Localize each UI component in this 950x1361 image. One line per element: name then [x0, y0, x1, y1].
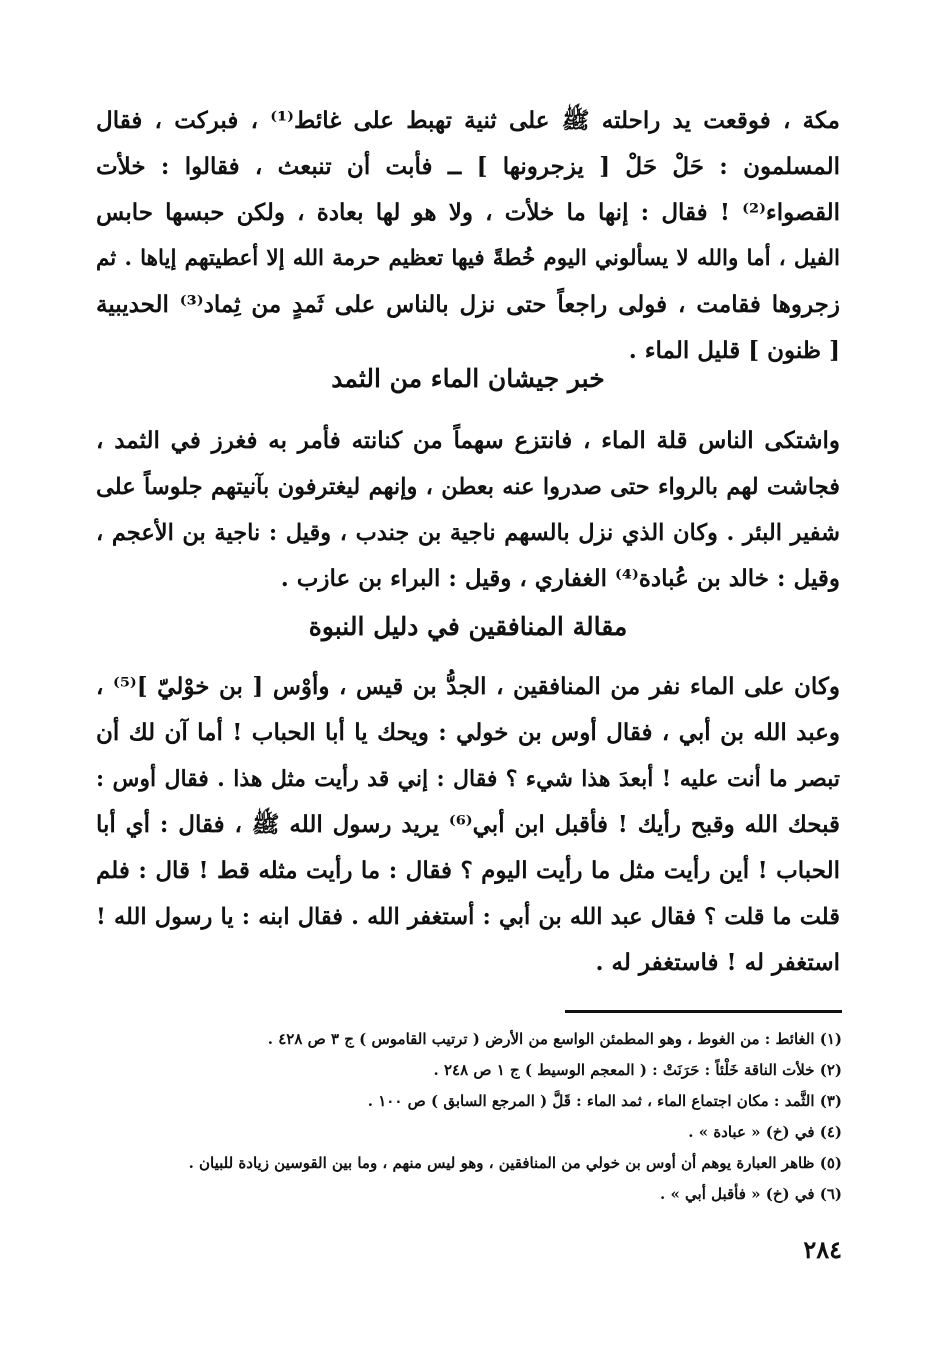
- text-line: وقيل : خالد بن عُبادة⁽⁴⁾ الغفاري ، وقيل : البراء بن عازب .: [280, 565, 840, 592]
- text-line: قلت ما قلت ؟ فقال عبد الله بن أبي : أستغفر الله . فقال ابنه : يا رسول الله !: [96, 904, 840, 930]
- text-line: فجاشت لهم بالرواء حتى صدروا عنه بعطن ، وإنهم ليغترفون بآنيتهم جلوساً على: [96, 474, 840, 500]
- text-line: استغفر له ! فاستغفر له .: [595, 949, 840, 976]
- section-heading-water: خبر جيشان الماء من الثمد: [331, 364, 605, 393]
- text-line: شفير البئر . وكان الذي نزل بالسهم ناجية بن جندب ، وقيل : ناجية بن الأعجم ،: [96, 520, 840, 546]
- text-line: مكة ، فوقعت يد راحلته ﷺ على ثنية تهبط على غائط⁽¹⁾ ، فبركت ، فقال: [96, 107, 840, 134]
- footnotes: [170, 1024, 842, 1210]
- footnote: (٤) في (خ) « عبادة » .: [688, 1123, 842, 1141]
- paragraph-hypocrites: [96, 664, 840, 986]
- text-line: واشتكى الناس قلة الماء ، فانتزع سهماً من كنانته فأمر به فغرز في الثمد ،: [96, 427, 840, 454]
- text-line: تبصر ما أنت عليه ! أبعدَ هذا شيء ؟ فقال : إني قد رأيت مثل هذا . فقال أوس :: [96, 766, 840, 792]
- footnote: (٥) ظاهر العبارة يوهم أن أوس بن خولي من المنافقين ، وهو ليس منهم ، وما بين القوسين زيادة للبيان .: [188, 1154, 842, 1172]
- text-line: [ ظنون ] قليل الماء .: [628, 337, 840, 364]
- section-heading-hypocrites: مقالة المنافقين في دليل النبوة: [308, 612, 628, 641]
- footnote-separator: [565, 1010, 842, 1013]
- footnote: (٦) في (خ) « فأقبل أبي » .: [660, 1185, 842, 1203]
- text-line: المسلمون : حَلْ حَلْ [ يزجرونها ] ــ فأبت أن تنبعث ، فقالوا : خلأت: [96, 153, 840, 180]
- paragraph-arrival: [96, 98, 840, 374]
- text-line: زجروها فقامت ، فولى راجعاً حتى نزل بالناس على ثَمدٍ من ثِماد⁽³⁾ الحديبية: [96, 291, 841, 318]
- page-number: ٢٨٤: [803, 1235, 842, 1264]
- text-line: الفيل ، أما والله لا يسألوني اليوم خُطةً فيها تعظيم حرمة الله إلا أعطيتهم إياها . ثم: [96, 246, 840, 271]
- footnote: (١) الغائط : من الغوط ، وهو المطمئن الواسع من الأرض ( ترتيب القاموس ) ج ٣ ص ٤٢٨ .: [267, 1030, 842, 1048]
- text-line: وكان على الماء نفر من المنافقين ، الجدُّ بن قيس ، وأوْس [ بن خوْليّ ]⁽⁵⁾ ،: [96, 673, 840, 700]
- paragraph-water: [96, 418, 840, 602]
- text-line: الحباب ! أين رأيت مثل ما رأيت اليوم ؟ فقال : ما رأيت مثله قط ! قال : فلم: [96, 857, 840, 884]
- footnote: (٢) خلأت الناقة خَلْئاً : حَرَنَتْ : ( المعجم الوسيط ) ج ١ ص ٢٤٨ .: [433, 1061, 842, 1079]
- text-line: قبحك الله وقبح رأيك ! فأقبل ابن أبي⁽⁶⁾ يريد رسول الله ﷺ ، فقال : أي أبا: [96, 811, 841, 838]
- text-line: وعبد الله بن أبي ، فقال أوس بن خولي : ويحك يا أبا الحباب ! أما آن لك أن: [96, 719, 840, 746]
- footnote: (٣) الثَّمد : مكان اجتماع الماء ، ثمد الماء : قَلَّ ( المرجع السابق ) ص ١٠٠ .: [367, 1092, 842, 1110]
- text-line: القصواء⁽²⁾ ! فقال : إنها ما خلأت ، ولا هو لها بعادة ، ولكن حبسها حابس: [96, 199, 840, 226]
